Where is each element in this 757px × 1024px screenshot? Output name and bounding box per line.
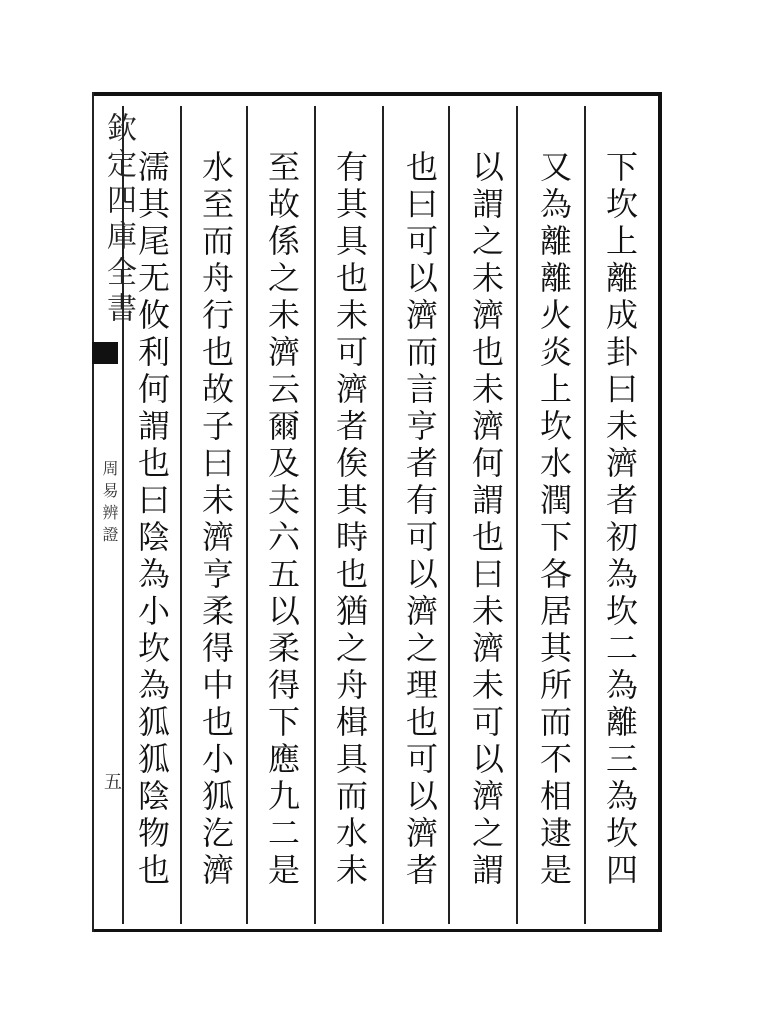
- text-column: 至故係之未濟云爾及夫六五以柔得下應九二是: [263, 150, 301, 890]
- border-bottom: [92, 929, 662, 932]
- text-column: 以謂之未濟也未濟何謂也曰未濟未可以濟之謂: [467, 150, 505, 890]
- text-column: 水至而舟行也故子曰未濟亨柔得中也小狐汔濟: [197, 150, 235, 890]
- text-column: 下坎上離成卦曰未濟者初為坎二為離三為坎四: [601, 150, 639, 890]
- border-top: [92, 92, 662, 96]
- border-right: [658, 92, 662, 932]
- text-column: 又為離離火炎上坎水潤下各居其所而不相逮是: [535, 150, 573, 890]
- column-rule: [516, 106, 518, 924]
- margin-book-title: 周易辨證: [100, 460, 119, 548]
- text-column: 有其具也未可濟者俟其時也猶之舟楫具而水未: [331, 150, 369, 890]
- page-frame: [92, 92, 662, 932]
- fishtail-mark: [92, 342, 118, 364]
- margin-title: 欽定四庫全書: [101, 112, 136, 328]
- column-rule: [246, 106, 248, 924]
- margin-page-number: 五: [101, 772, 122, 790]
- text-column: 也曰可以濟而言亨者有可以濟之理也可以濟者: [401, 150, 439, 890]
- column-rule: [180, 106, 182, 924]
- column-rule: [448, 106, 450, 924]
- column-rule: [314, 106, 316, 924]
- column-rule: [382, 106, 384, 924]
- border-left: [92, 92, 94, 932]
- column-rule: [584, 106, 586, 924]
- text-column: 濡其尾无攸利何謂也曰陰為小坎為狐狐陰物也: [133, 150, 171, 890]
